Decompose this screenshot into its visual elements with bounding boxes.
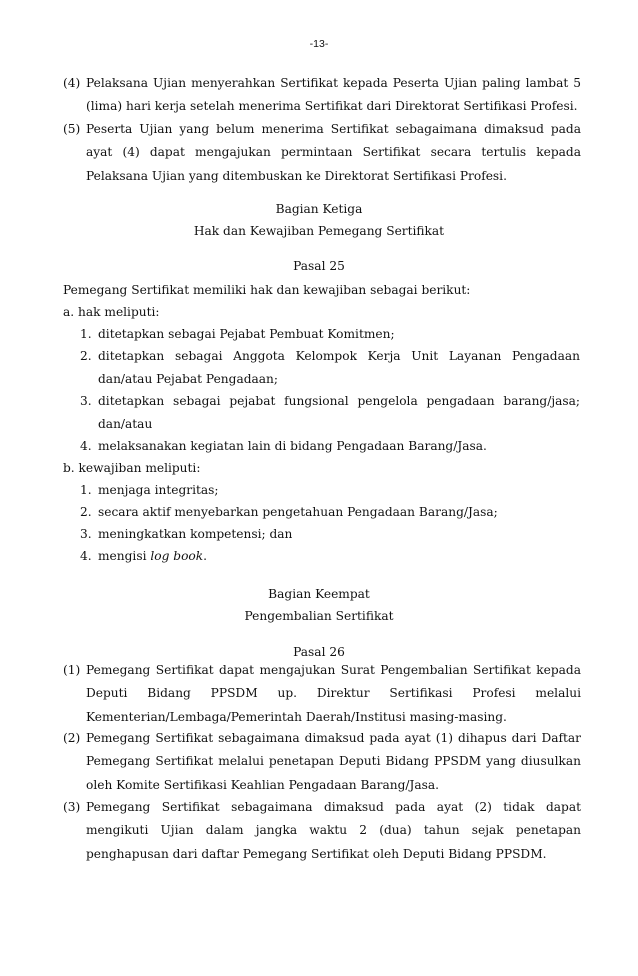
paragraph-3	[63, 796, 581, 866]
section-subtitle: Pengembalian Sertifikat	[244, 609, 394, 623]
paragraph-label: (2)	[63, 731, 81, 745]
list-item-label: 4.	[80, 549, 92, 563]
list-item	[80, 345, 580, 390]
article-title: Pasal 26	[293, 645, 345, 659]
list-item-label: 3.	[80, 394, 92, 408]
list-item-label: 2.	[80, 505, 92, 519]
list-item-label: 1.	[80, 327, 92, 341]
rights-heading: a. hak meliputi:	[63, 305, 160, 319]
list-item	[80, 323, 580, 346]
paragraph-label: (4)	[63, 76, 81, 90]
paragraph-5	[63, 118, 581, 188]
paragraph-text: Peserta Ujian yang belum menerima Sertifikat sebagaimana dimaksud pada ayat (4) dapat mengajukan permintaan Sertifikat secara tertulis kepada Pelaksana Ujian yang ditembuskan ke Direktorat Sertifikasi Profesi.	[86, 122, 581, 183]
paragraph-text: Pemegang Sertifikat sebagaimana dimaksud pada ayat (2) tidak dapat mengikuti Ujian dalam jangka waktu 2 (dua) tahun sejak penetapan penghapusan dari daftar Pemegang Sertifikat oleh Deputi Bidang PPSDM.	[86, 800, 581, 861]
paragraph-text: Pelaksana Ujian menyerahkan Sertifikat kepada Peserta Ujian paling lambat 5 (lima) hari kerja setelah menerima Sertifikat dari Direktorat Sertifikasi Profesi.	[86, 76, 581, 114]
article-title: Pasal 25	[293, 259, 345, 273]
section-subtitle: Hak dan Kewajiban Pemegang Sertifikat	[193, 224, 445, 238]
list-item-text: meningkatkan kompetensi; dan	[98, 527, 293, 541]
list-item-text: menjaga integritas;	[98, 483, 219, 497]
paragraph-2	[63, 727, 581, 797]
list-item-label: 1.	[80, 483, 92, 497]
list-item	[80, 523, 580, 546]
list-item-text	[98, 545, 580, 568]
paragraph-4	[63, 72, 581, 119]
list-item	[80, 390, 580, 435]
duties-heading: b. kewajiban meliputi:	[63, 461, 201, 475]
list-item-text: ditetapkan sebagai pejabat fungsional pengelola pengadaan barang/jasa; dan/atau	[98, 394, 580, 431]
section-title: Bagian Ketiga	[275, 202, 363, 216]
list-item-label: 2.	[80, 349, 92, 363]
list-item-label: 3.	[80, 527, 92, 541]
list-item-text: ditetapkan sebagai Pejabat Pembuat Komitmen;	[98, 327, 395, 341]
list-item-text: secara aktif menyebarkan pengetahuan Pengadaan Barang/Jasa;	[98, 505, 498, 519]
page-number: -13-	[309, 38, 329, 50]
article-intro: Pemegang Sertifikat memiliki hak dan kewajiban sebagai berikut:	[63, 283, 471, 297]
italic-term: log book	[150, 549, 204, 563]
list-item	[80, 435, 580, 458]
list-item-text: melaksanakan kegiatan lain di bidang Pengadaan Barang/Jasa.	[98, 439, 487, 453]
paragraph-label: (3)	[63, 800, 81, 814]
paragraph-label: (5)	[63, 122, 81, 136]
paragraph-label: (1)	[63, 663, 81, 677]
paragraph-text: Pemegang Sertifikat sebagaimana dimaksud pada ayat (1) dihapus dari Daftar Pemegang Sertifikat melalui penetapan Deputi Bidang PPSDM yang diusulkan oleh Komite Sertifikasi Keahlian Pengadaan Barang/Jasa.	[86, 731, 581, 792]
paragraph-text: Pemegang Sertifikat dapat mengajukan Surat Pengembalian Sertifikat kepada Deputi Bidang PPSDM up. Direktur Sertifikasi Profesi melalui Kementerian/Lembaga/Pemerintah Daerah/Institusi masing-masing.	[86, 663, 581, 724]
paragraph-1	[63, 659, 581, 729]
text-fragment: .	[203, 549, 208, 563]
list-item	[80, 501, 580, 524]
list-item-label: 4.	[80, 439, 92, 453]
list-item-text: ditetapkan sebagai Anggota Kelompok Kerja Unit Layanan Pengadaan dan/atau Pejabat Pengadaan;	[98, 349, 580, 386]
list-item	[80, 545, 580, 568]
list-item	[80, 479, 580, 502]
section-title: Bagian Keempat	[268, 587, 370, 601]
text-fragment: mengisi	[98, 549, 151, 563]
